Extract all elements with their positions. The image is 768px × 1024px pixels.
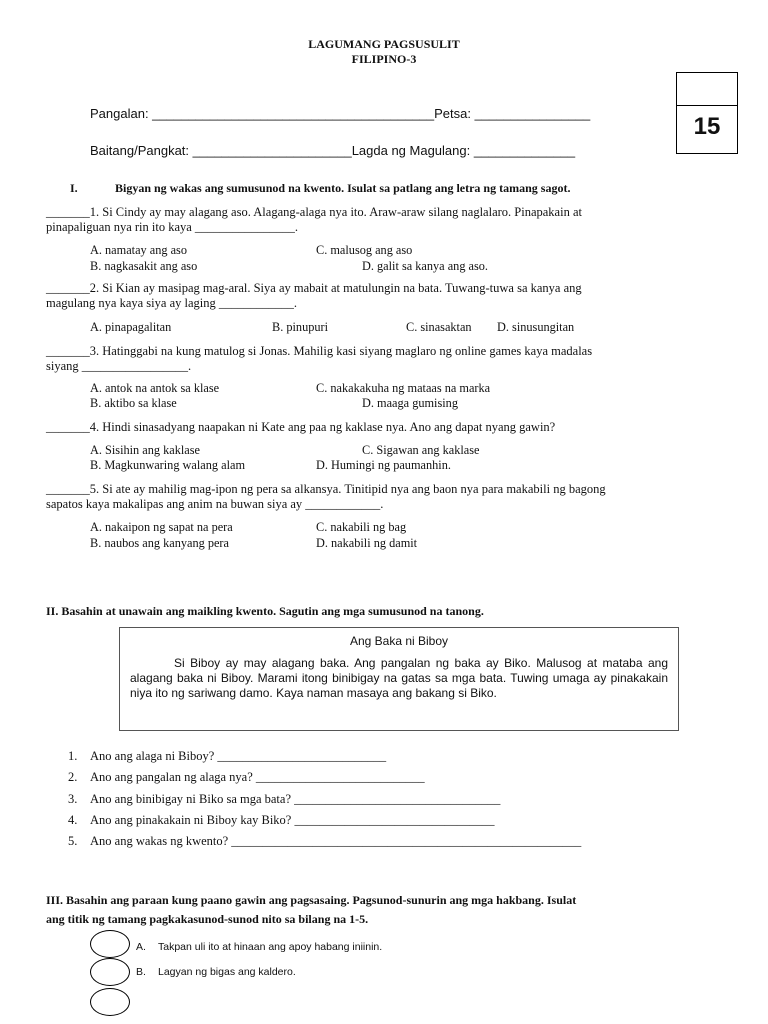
question-3-line-1: _______3. Hatinggabi na kung matulog si Jonas. Mahilig kasi siyang maglaro ng online games kaya madalas: [46, 344, 593, 358]
story-title: Ang Baka ni Biboy: [349, 634, 449, 648]
s2-q1-text[interactable]: Ano ang alaga ni Biboy? ___________________________: [90, 749, 387, 763]
q1-option-d[interactable]: D. galit sa kanya ang aso.: [362, 259, 489, 273]
q1-option-b[interactable]: B. nagkasakit ang aso: [90, 259, 198, 273]
step-a-text: Takpan uli ito at hinaan ang apoy habang iniinin.: [158, 941, 383, 953]
q3-option-a[interactable]: A. antok na antok sa klase: [90, 381, 220, 395]
s2-q2-number: 2.: [68, 770, 78, 784]
story-box: [119, 627, 679, 731]
q2-option-b[interactable]: B. pinupuri: [272, 320, 329, 334]
q4-option-b[interactable]: B. Magkunwaring walang alam: [90, 458, 246, 472]
score-divider: [677, 105, 737, 106]
exam-title: LAGUMANG PAGSUSULIT: [308, 37, 460, 51]
question-2-line-1: _______2. Si Kian ay masipag mag-aral. Siya ay mabait at matulungin na bata. Tuwang-tuwa sa kanya ang: [46, 281, 582, 295]
q5-option-b[interactable]: B. naubos ang kanyang pera: [90, 536, 229, 550]
step-b-text: Lagyan ng bigas ang kaldero.: [158, 966, 296, 978]
q3-option-c[interactable]: C. nakakakuha ng mataas na marka: [316, 381, 491, 395]
answer-circle-2[interactable]: [90, 958, 130, 986]
grade-signature-field[interactable]: Baitang/Pangkat: ______________________Lagda ng Magulang: ______________: [90, 143, 576, 158]
section1-instruction: Bigyan ng wakas ang sumusunod na kwento. Isulat sa patlang ang letra ng tamang sagot.: [115, 181, 571, 195]
q2-option-a[interactable]: A. pinapagalitan: [90, 320, 172, 334]
q1-option-c[interactable]: C. malusog ang aso: [316, 243, 413, 257]
q3-option-d[interactable]: D. maaga gumising: [362, 396, 458, 410]
section3-instruction-line-2: ang titik ng tamang pagkakasunod-sunod nito sa bilang na 1-5.: [46, 912, 369, 926]
s2-q5-number: 5.: [68, 834, 78, 848]
score-box: [676, 72, 738, 154]
question-3-line-2: siyang _________________.: [46, 359, 192, 373]
question-1-line-2: pinapaliguan nya rin ito kaya ________________.: [46, 220, 299, 234]
q4-option-c[interactable]: C. Sigawan ang kaklase: [362, 443, 480, 457]
story-body: Si Biboy ay may alagang baka. Ang pangalan ng baka ay Biko. Malusog at mataba ang alagang baka ni Biboy. Marami itong binibigay na gatas sa mga bata. Tuwing umaga ay pinakakain niya ito ng sariwang damo. Kaya naman masaya ang bakang si Biko.: [130, 656, 668, 700]
s2-q3-number: 3.: [68, 792, 78, 806]
question-5-line-2: sapatos kaya makalipas ang anim na buwan siya ay ____________.: [46, 497, 384, 511]
question-1-line-1: _______1. Si Cindy ay may alagang aso. Alagang-alaga nya ito. Araw-araw silang naglalaro. Pinapakain at: [46, 205, 582, 219]
name-date-field[interactable]: Pangalan: _______________________________________Petsa: ________________: [90, 106, 591, 121]
q3-option-b[interactable]: B. aktibo sa klase: [90, 396, 177, 410]
step-a-letter: A.: [136, 941, 146, 953]
s2-q3-text[interactable]: Ano ang binibigay ni Biko sa mga bata? _________________________________: [90, 792, 501, 806]
section3-instruction-line-1: III. Basahin ang paraan kung paano gawin ang pagsasaing. Pagsunod-sunurin ang mga hakbang. Isulat: [46, 893, 577, 907]
q2-option-c[interactable]: C. sinasaktan: [406, 320, 472, 334]
section2-instruction: II. Basahin at unawain ang maikling kwento. Sagutin ang mga sumusunod na tanong.: [46, 604, 484, 618]
q4-option-a[interactable]: A. Sisihin ang kaklase: [90, 443, 200, 457]
exam-subtitle: FILIPINO-3: [351, 52, 417, 66]
q1-option-a[interactable]: A. namatay ang aso: [90, 243, 187, 257]
s2-q5-text[interactable]: Ano ang wakas ng kwento? ________________________________________________________: [90, 834, 582, 848]
answer-circle-1[interactable]: [90, 930, 130, 958]
answer-circle-3[interactable]: [90, 988, 130, 1016]
s2-q4-text[interactable]: Ano ang pinakakain ni Biboy kay Biko? ________________________________: [90, 813, 495, 827]
q5-option-a[interactable]: A. nakaipon ng sapat na pera: [90, 520, 233, 534]
question-5-line-1: _______5. Si ate ay mahilig mag-ipon ng pera sa alkansya. Tinitipid nya ang baon nya para makabili ng bagong: [46, 482, 606, 496]
s2-q2-text[interactable]: Ano ang pangalan ng alaga nya? ___________________________: [90, 770, 425, 784]
q5-option-d[interactable]: D. nakabili ng damit: [316, 536, 418, 550]
q4-option-d[interactable]: D. Humingi ng paumanhin.: [316, 458, 451, 472]
question-2-line-2: magulang nya kaya siya ay laging ____________.: [46, 296, 297, 310]
s2-q1-number: 1.: [68, 749, 78, 763]
section1-numeral: I.: [70, 181, 78, 195]
q2-option-d[interactable]: D. sinusungitan: [497, 320, 575, 334]
s2-q4-number: 4.: [68, 813, 78, 827]
step-b-letter: B.: [136, 966, 146, 978]
total-score: 15: [693, 113, 721, 140]
q5-option-c[interactable]: C. nakabili ng bag: [316, 520, 407, 534]
question-4-line-1: _______4. Hindi sinasadyang naapakan ni Kate ang paa ng kaklase nya. Ano ang dapat nyang gawin?: [46, 420, 556, 434]
